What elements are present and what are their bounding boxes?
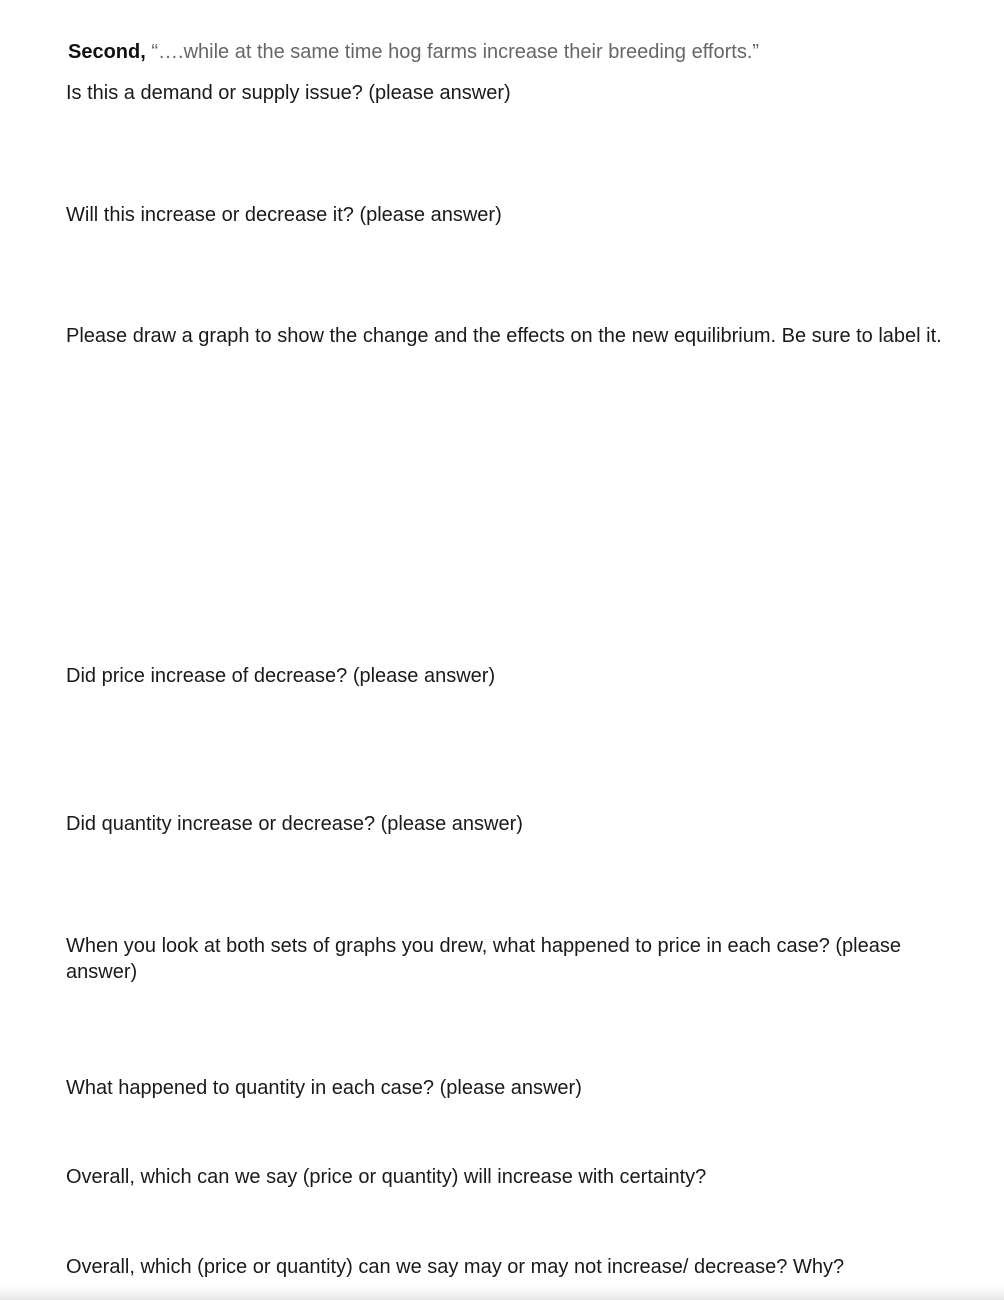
question-price-both-cases: When you look at both sets of graphs you drew, what happened to price in each case? (please answer) xyxy=(66,935,901,983)
intro-heading xyxy=(68,39,759,65)
question-increase-or-decrease: Will this increase or decrease it? (please answer) xyxy=(66,204,502,226)
question-uncertain-change: Overall, which (price or quantity) can we say may or may not increase/ decrease? Why? xyxy=(66,1256,845,1278)
question-demand-or-supply: Is this a demand or supply issue? (please answer) xyxy=(66,82,511,104)
question-price-change: Did price increase of decrease? (please answer) xyxy=(66,665,496,687)
intro-label: Second, xyxy=(68,41,146,63)
question-certain-increase: Overall, which can we say (price or quantity) will increase with certainty? xyxy=(66,1166,707,1188)
page-bottom-edge xyxy=(0,1286,1004,1300)
intro-quote: “….while at the same time hog farms increase their breeding efforts.” xyxy=(145,41,760,63)
question-draw-graph: Please draw a graph to show the change and the effects on the new equilibrium. Be sure to label it. xyxy=(66,325,942,347)
question-quantity-each-case: What happened to quantity in each case? (please answer) xyxy=(66,1077,582,1099)
question-quantity-change: Did quantity increase or decrease? (please answer) xyxy=(66,813,523,835)
